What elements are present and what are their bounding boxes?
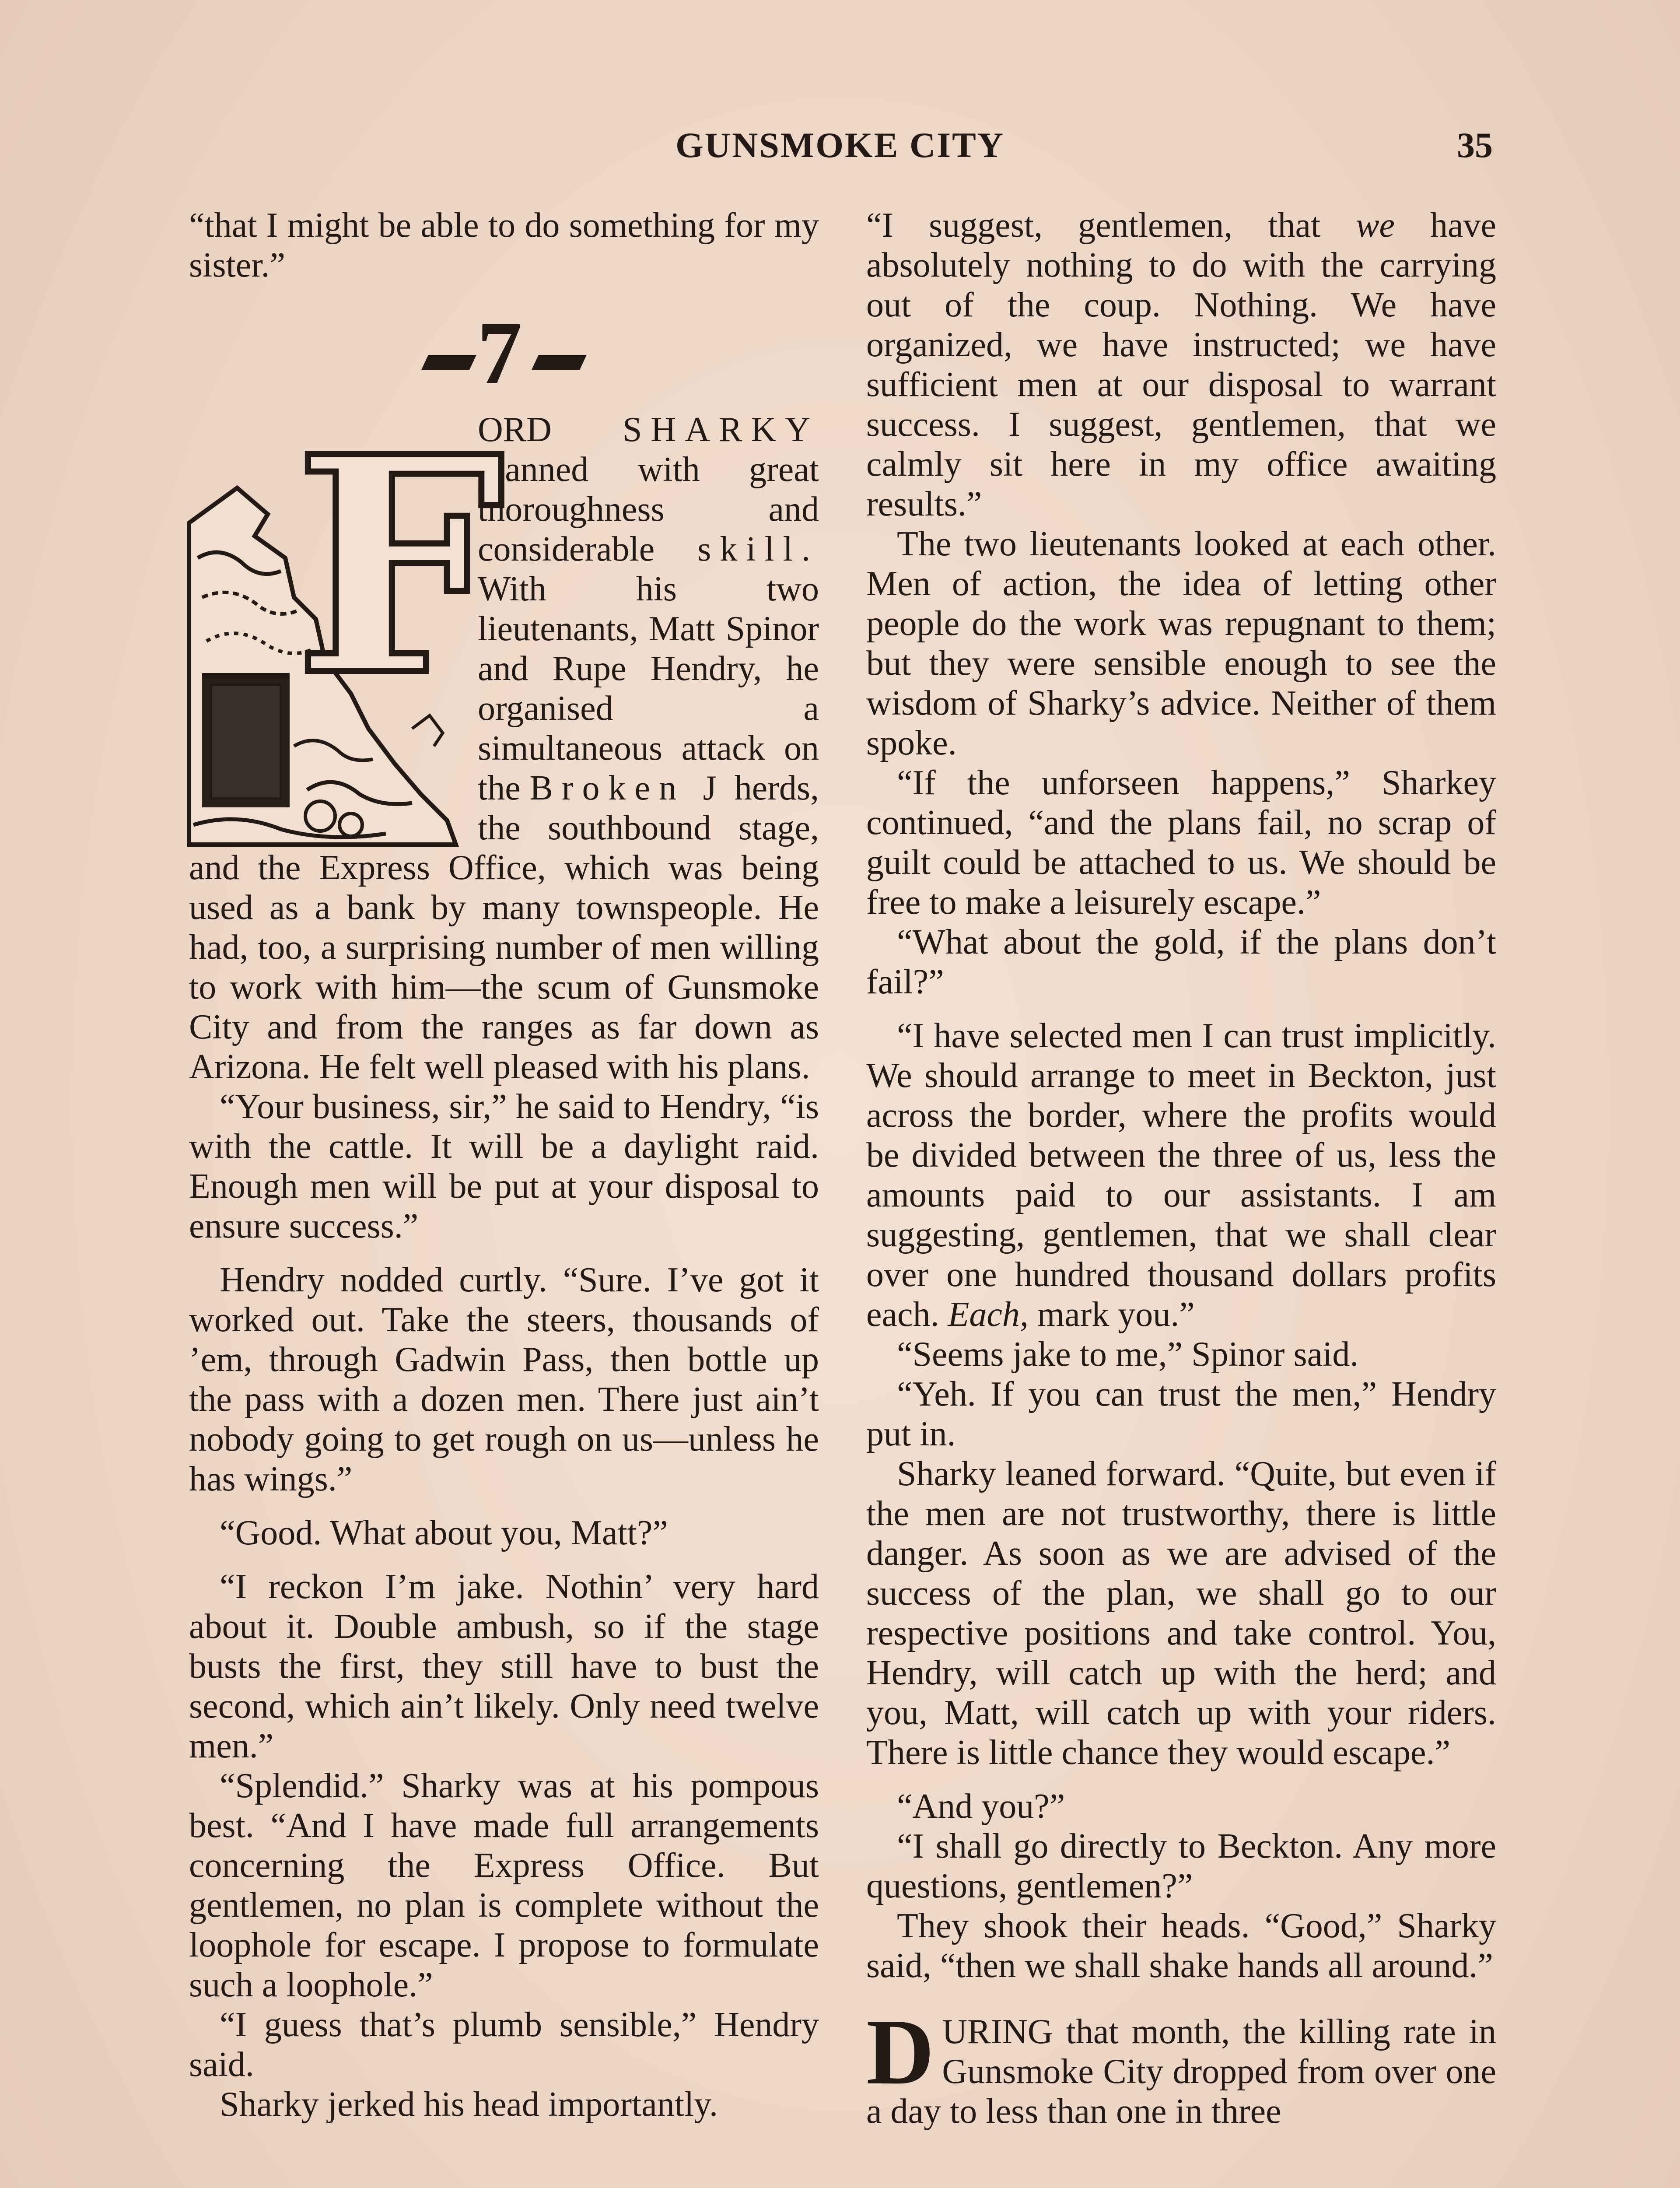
paragraph: “Your business, sir,” he said to Hendry, “is with the cattle. It will be a daylight raid. Enough men will be put at your disposal to ensure success.” xyxy=(189,1087,819,1245)
text-run: Broken J xyxy=(529,769,725,807)
emphasis: Each, xyxy=(948,1295,1029,1334)
emphasis: we xyxy=(1356,206,1395,245)
illustrated-drop-cap xyxy=(185,392,505,847)
paragraph xyxy=(189,392,819,1087)
paragraph xyxy=(866,1016,1496,1335)
paragraph: “If the unforseen happens,” Sharkey continued, “and the plans fail, no scrap of guilt could be attached to us. We should be free to make a leisurely escape.” xyxy=(866,764,1496,922)
chapter-heading xyxy=(189,305,819,401)
text-run: herds, the southbound stage, and the Express Office, which was being used as a bank by many townspeople. He had, too, a surprising number of men willing to work with him—the scum of Gunsmoke City and from the ranges as far down as Arizona. He felt well pleased with his plans. xyxy=(189,769,819,1086)
paragraph: “Splendid.” Sharky was at his pompous best. “And I have made full arrangements concerning the Express Office. But gentlemen, no plan is complete without the loophole for escape. I propose to formulate such a loophole.” xyxy=(189,1767,819,2004)
text-run: “I suggest, gentlemen, that xyxy=(866,206,1356,245)
paragraph: The two lieutenants looked at each other. Men of action, the idea of letting other people do the work was repugnant to them; but they were sensible enough to see the wisdom of Sharky’s advice. Neither of them spoke. xyxy=(866,525,1496,762)
text-run: planned with great thoroughness and considerable xyxy=(478,450,819,568)
left-column xyxy=(189,206,819,2125)
paragraph xyxy=(866,206,1496,524)
paragraph: “that I might be able to do something for my sister.” xyxy=(189,206,819,284)
paragraph: “What about the gold, if the plans don’t fail?” xyxy=(866,923,1496,1001)
paragraph: “Yeh. If you can trust the men,” Hendry put in. xyxy=(866,1375,1496,1453)
paragraph: Hendry nodded curtly. “Sure. I’ve got it worked out. Take the steers, thousands of ’em, through Gadwin Pass, then bottle up the pass with a dozen men. There just ain’t nobody going to get rough on us—unless he has wings.” xyxy=(189,1261,819,1498)
paragraph: Sharky jerked his head importantly. xyxy=(220,2085,718,2124)
drop-cap-letter: F xyxy=(294,392,505,741)
text-run: URING that month, the killing rate in Gunsmoke City dropped from over one a day to less than one in three xyxy=(866,2013,1496,2131)
right-column xyxy=(866,206,1496,2132)
text-run: “I have selected men I can trust implicitly. We should arrange to meet in Beckton, just across the border, where the profits would be divided between the three of us, less the amounts paid to our assistants. I am suggesting, gentlemen, that we shall clear over one hundred thousand dollars profits each. xyxy=(866,1017,1496,1334)
section-drop-cap: D xyxy=(866,1999,934,2104)
ornament-dash xyxy=(421,355,476,370)
text-run: mark you.” xyxy=(1028,1295,1195,1334)
running-header-title: GUNSMOKE CITY xyxy=(675,125,1004,165)
paragraph: “I guess that’s plumb sensible,” Hendry said. xyxy=(189,2006,819,2084)
page-number: 35 xyxy=(1457,125,1493,165)
text-run: ORD xyxy=(478,410,623,449)
text-run: SHARKY xyxy=(623,410,819,449)
text-run: With his two lieutenants, Matt Spinor and Rupe Hendry, he organised a simultaneous attack on the xyxy=(478,570,819,807)
chapter-number: 7 xyxy=(477,303,531,403)
section-paragraph xyxy=(866,1999,1496,2132)
paragraph: “Seems jake to me,” Spinor said. xyxy=(897,1335,1359,1374)
paragraph: They shook their heads. “Good,” Sharky said, “then we shall shake hands all around.” xyxy=(866,1907,1496,1985)
text-run: skill. xyxy=(697,530,819,568)
ornament-dash xyxy=(532,355,587,370)
paragraph: “Good. What about you, Matt?” xyxy=(220,1514,668,1552)
paragraph: “I reckon I’m jake. Nothin’ very hard about it. Double ambush, so if the stage busts the first, they still have to bust the second, which ain’t likely. Only need twelve men.” xyxy=(189,1567,819,1765)
text-run: have absolutely nothing to do with the carrying out of the coup. Nothing. We have organized, we have instructed; we have sufficient men at our disposal to warrant success. I suggest, gentlemen, that we calmly sit here in my office awaiting results.” xyxy=(866,206,1497,523)
paragraph: “I shall go directly to Beckton. Any more questions, gentlemen?” xyxy=(866,1827,1496,1905)
paragraph: Sharky leaned forward. “Quite, but even if the men are not trustworthy, there is little danger. As soon as we are advised of the success of the plan, we shall go to our respective positions and take control. You, Hendry, will catch up with the herd; and you, Matt, will catch up with your riders. There is little chance they would escape.” xyxy=(866,1455,1496,1772)
paragraph: “And you?” xyxy=(897,1787,1065,1826)
